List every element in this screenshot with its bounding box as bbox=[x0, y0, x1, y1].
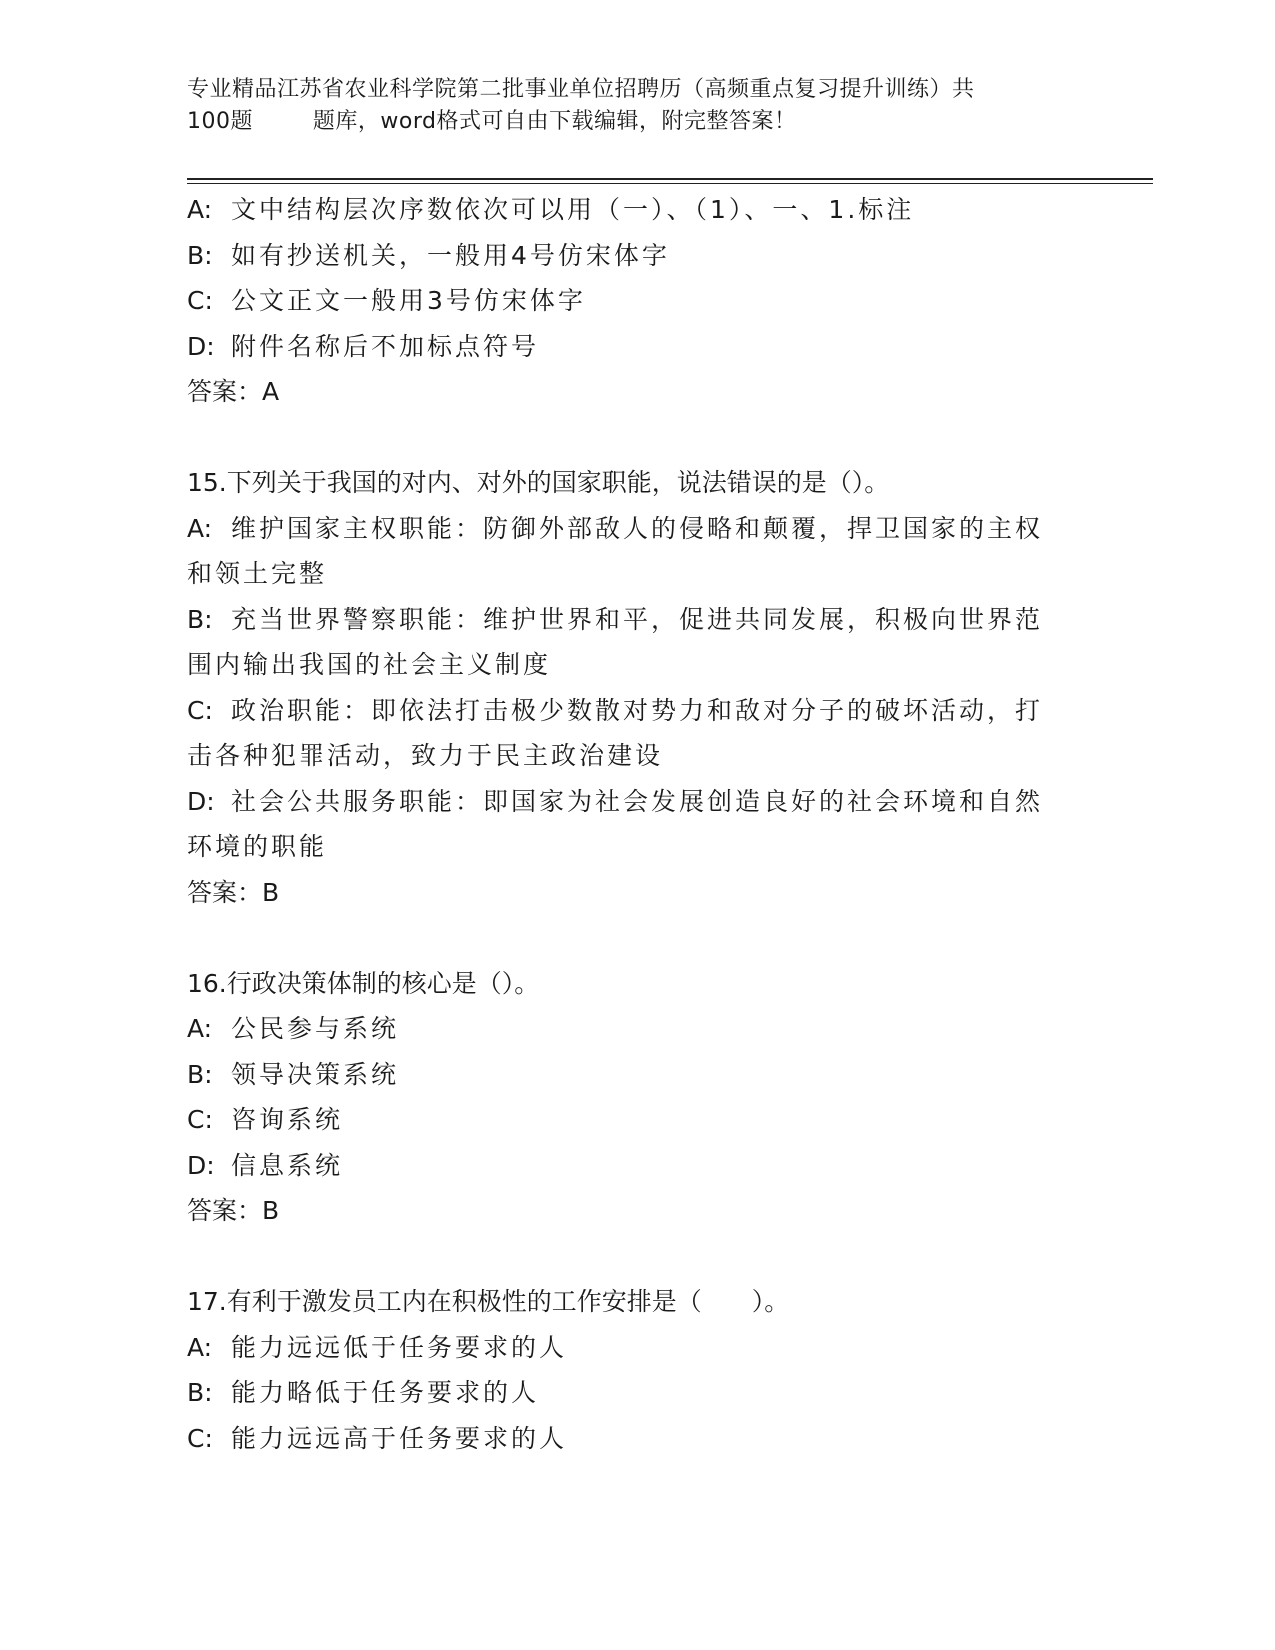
header-line-2: 100题 题库，word格式可自由下载编辑，附完整答案！ bbox=[187, 109, 797, 134]
option-d: D: 社会公共服务职能：即国家为社会发展创造良好的社会环境和自然 bbox=[187, 786, 1044, 816]
option-c: C: 能力远远高于任务要求的人 bbox=[187, 1423, 568, 1453]
option-b: B: 能力略低于任务要求的人 bbox=[187, 1378, 540, 1407]
option-a: A: 能力远远低于任务要求的人 bbox=[187, 1332, 568, 1362]
option-a: A: 文中结构层次序数依次可以用（一）、（1）、一、1.标注 bbox=[187, 195, 915, 224]
option-a: A: 维护国家主权职能：防御外部敌人的侵略和颠覆，捍卫国家的主权 bbox=[187, 513, 1044, 543]
question-15: 15.下列关于我国的对内、对外的国家职能，说法错误的是（）。 bbox=[187, 468, 890, 497]
question-16: 16.行政决策体制的核心是（）。 bbox=[187, 968, 540, 998]
question-list bbox=[187, 187, 1087, 1461]
option-c: C: 咨询系统 bbox=[187, 1105, 344, 1134]
answer: 答案：B bbox=[187, 1196, 280, 1225]
option-d: D: 信息系统 bbox=[187, 1150, 344, 1180]
option-d-cont: 环境的职能 bbox=[187, 832, 328, 861]
question-17: 17.有利于激发员工内在积极性的工作安排是（ ）。 bbox=[187, 1287, 790, 1316]
option-d: D: 附件名称后不加标点符号 bbox=[187, 331, 540, 361]
answer: 答案：A bbox=[187, 377, 280, 406]
option-c-cont: 击各种犯罪活动，致力于民主政治建设 bbox=[187, 741, 664, 770]
option-b: B: 充当世界警察职能：维护世界和平，促进共同发展，积极向世界范 bbox=[187, 604, 1044, 634]
option-b: B: 如有抄送机关，一般用4号仿宋体字 bbox=[187, 240, 670, 270]
document-header bbox=[187, 74, 1067, 138]
option-a-cont: 和领土完整 bbox=[187, 559, 328, 588]
answer: 答案：B bbox=[187, 877, 280, 907]
option-b: B: 领导决策系统 bbox=[187, 1059, 400, 1089]
header-divider-thin bbox=[187, 183, 1153, 184]
option-c: C: 政治职能：即依法打击极少数散对势力和敌对分子的破坏活动，打 bbox=[187, 695, 1044, 725]
header-line-1: 专业精品江苏省农业科学院第二批事业单位招聘历（高频重点复习提升训练）共 bbox=[187, 77, 975, 102]
option-c: C: 公文正文一般用3号仿宋体字 bbox=[187, 286, 586, 315]
option-b-cont: 围内输出我国的社会主义制度 bbox=[187, 650, 552, 679]
header-divider bbox=[187, 178, 1153, 180]
option-a: A: 公民参与系统 bbox=[187, 1014, 400, 1043]
